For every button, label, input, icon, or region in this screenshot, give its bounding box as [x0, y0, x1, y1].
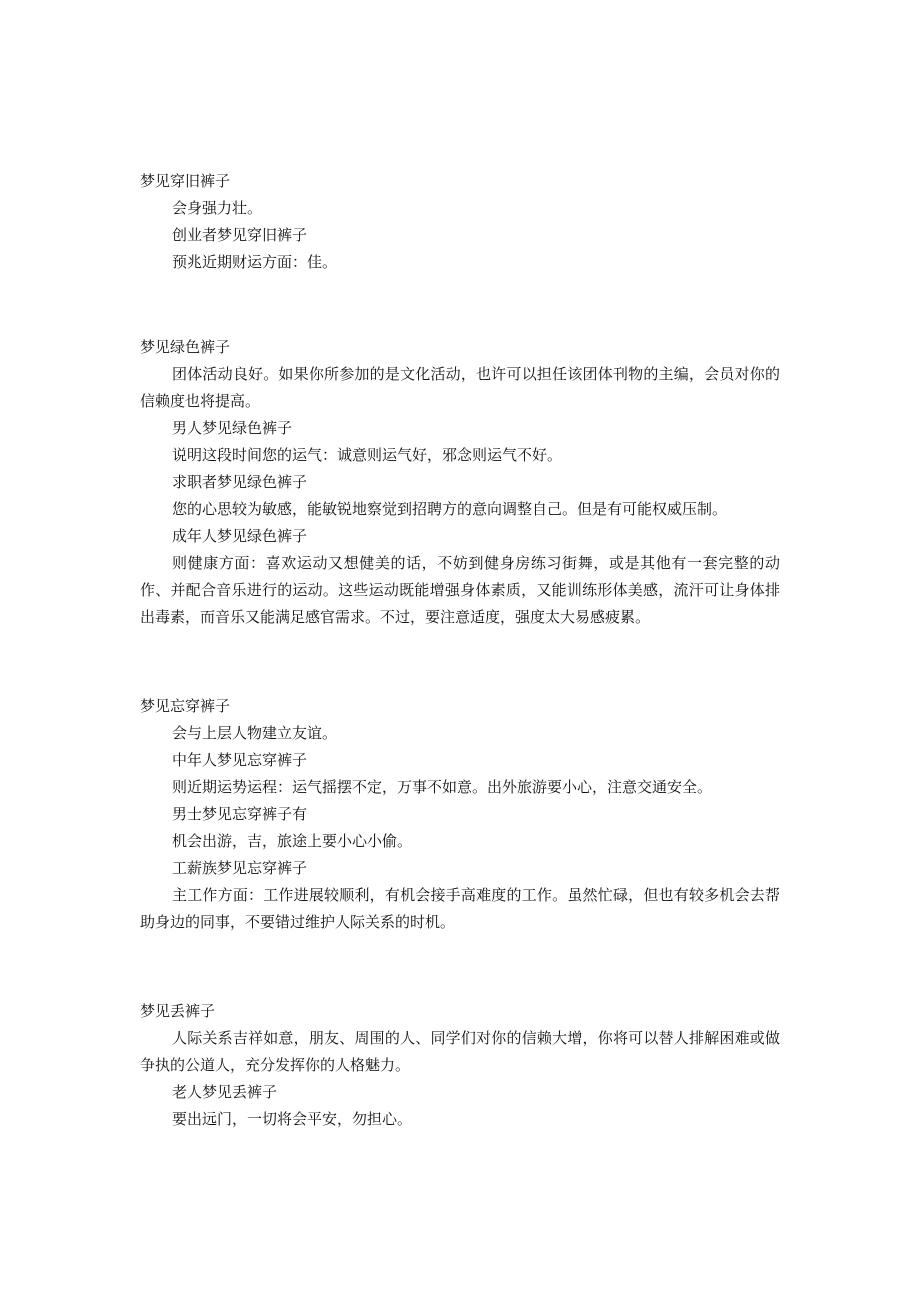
paragraph: 男人梦见绿色裤子 [172, 419, 293, 437]
paragraph: 则近期运势运程：运气摇摆不定，万事不如意。出外旅游要小心，注意交通安全。 [172, 778, 713, 796]
paragraph: 创业者梦见穿旧裤子 [172, 226, 308, 244]
section-forgot-pants [140, 693, 780, 936]
paragraph: 男士梦见忘穿裤子有 [172, 805, 308, 823]
section-lost-pants [140, 998, 780, 1133]
paragraph: 老人梦见丢裤子 [172, 1083, 278, 1101]
paragraph: 团体活动良好。如果你所参加的是文化活动，也许可以担任该团体刊物的主编，会员对你的信赖度也将提高。 [140, 365, 780, 410]
section-heading: 梦见丢裤子 [140, 1002, 216, 1020]
paragraph: 说明这段时间您的运气：诚意则运气好，邪念则运气不好。 [172, 446, 563, 464]
section-old-pants [140, 168, 780, 276]
paragraph: 求职者梦见绿色裤子 [172, 473, 308, 491]
paragraph: 机会出游，吉，旅途上要小心小偷。 [172, 832, 413, 850]
section-heading: 梦见忘穿裤子 [140, 697, 231, 715]
paragraph: 要出远门，一切将会平安，勿担心。 [172, 1110, 413, 1128]
paragraph: 主工作方面：工作进展较顺利，有机会接手高难度的工作。虽然忙碌，但也有较多机会去帮助身边的同事，不要错过维护人际关系的时机。 [140, 886, 780, 931]
paragraph: 人际关系吉祥如意，朋友、周围的人、同学们对你的信赖大增，你将可以替人排解困难或做争执的公道人，充分发挥你的人格魅力。 [140, 1029, 780, 1074]
section-green-pants [140, 334, 780, 631]
paragraph: 您的心思较为敏感，能敏锐地察觉到招聘方的意向调整自己。但是有可能权威压制。 [172, 500, 728, 518]
paragraph: 工薪族梦见忘穿裤子 [172, 859, 308, 877]
paragraph: 预兆近期财运方面：佳。 [172, 253, 338, 271]
section-heading: 梦见绿色裤子 [140, 338, 231, 356]
paragraph: 则健康方面：喜欢运动又想健美的话，不妨到健身房练习街舞，或是其他有一套完整的动作、并配合音乐进行的运动。这些运动既能增强身体素质，又能训练形体美感，流汗可让身体排出毒素，而音乐又能满足感官需求。不过，要注意适度，强度太大易感疲累。 [140, 554, 780, 626]
paragraph: 会身强力壮。 [172, 199, 263, 217]
paragraph: 成年人梦见绿色裤子 [172, 527, 308, 545]
section-heading: 梦见穿旧裤子 [140, 172, 231, 190]
paragraph: 中年人梦见忘穿裤子 [172, 751, 308, 769]
paragraph: 会与上层人物建立友谊。 [172, 724, 338, 742]
